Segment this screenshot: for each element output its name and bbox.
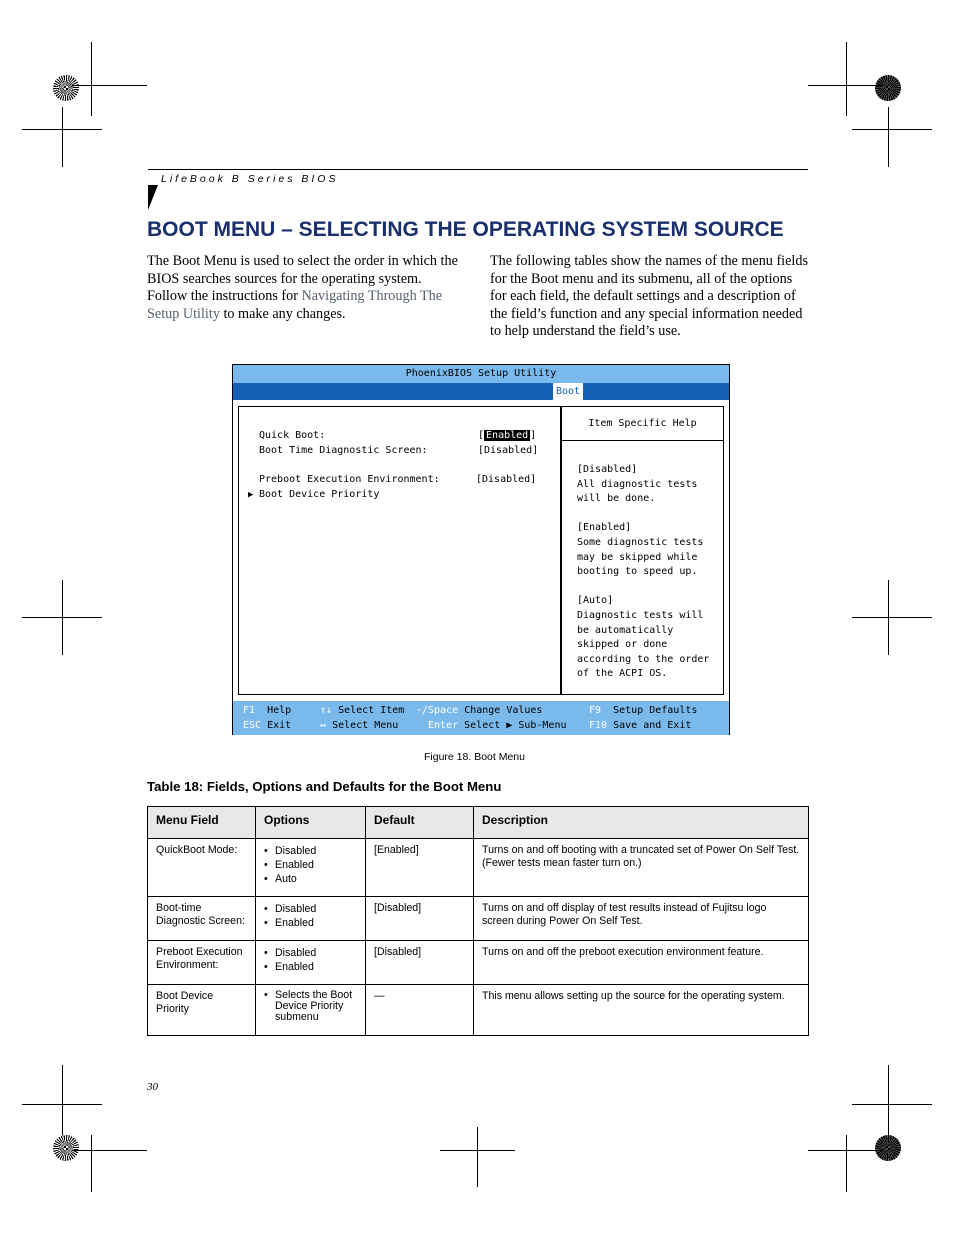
table-row xyxy=(148,941,809,985)
crop-mark xyxy=(62,1065,63,1140)
page-number: 30 xyxy=(147,1081,158,1093)
boot-device-priority-item[interactable]: Boot Device Priority xyxy=(259,489,380,500)
cell-options xyxy=(256,897,366,941)
bios-help-panel xyxy=(561,406,724,695)
crop-mark xyxy=(477,1127,478,1187)
option-item: • Disabled xyxy=(264,946,357,960)
crop-mark xyxy=(440,1150,515,1151)
registration-sunburst-icon xyxy=(53,1135,79,1161)
cell-field: QuickBoot Mode: xyxy=(148,839,256,897)
header-rule xyxy=(148,169,808,170)
running-header: LifeBook B Series BIOS xyxy=(161,173,339,185)
crop-mark xyxy=(91,42,92,116)
bios-fields-panel xyxy=(238,406,561,695)
quick-boot-label: Quick Boot: xyxy=(259,430,326,441)
crop-mark xyxy=(852,129,932,130)
bios-menu-bar xyxy=(233,383,729,400)
bios-screen xyxy=(232,364,730,735)
crop-mark xyxy=(888,1065,889,1140)
header-description: Description xyxy=(474,807,809,839)
tab-boot[interactable]: Boot xyxy=(553,383,583,400)
help-text: [Disabled] All diagnostic tests will be done. [Enabled] Some diagnostic tests may be skipped while booting to speed up. [Auto] Diagnostic tests will be automatically skipped or done according to the order of the ACPI OS. xyxy=(577,464,710,680)
footer-select-menu: ↔ Select Menu xyxy=(320,720,399,731)
crop-mark xyxy=(22,1104,102,1105)
crop-mark xyxy=(846,42,847,116)
intro-paragraph-1: The Boot Menu is used to select the order in which the BIOS searches sources for the operating system. Follow the instructions for Navigating Through The Setup Utility to make any changes. xyxy=(147,253,458,322)
cell-description: This menu allows setting up the source for the operating system. xyxy=(474,985,809,1036)
crop-mark xyxy=(808,1150,883,1151)
intro-paragraph-2: The following tables show the names of the menu fields for the Boot menu and its submenu, all of the options for each field, the default settings and a description of the field’s function and any special information needed to help understand the field’s use. xyxy=(490,253,808,339)
option-item: • Disabled xyxy=(264,902,357,916)
cell-default: [Disabled] xyxy=(366,897,474,941)
cell-description: Turns on and off booting with a truncated set of Power On Self Test. (Fewer tests mean faster turn on.) xyxy=(474,839,809,897)
footer-change-values: -/Space Change Values xyxy=(416,705,543,716)
cell-field: Boot-time Diagnostic Screen: xyxy=(148,897,256,941)
footer-save-exit: F10 Save and Exit xyxy=(589,720,692,731)
crop-mark xyxy=(62,107,63,167)
cell-description: Turns on and off the preboot execution environment feature. xyxy=(474,941,809,985)
footer-setup-defaults: F9 Setup Defaults xyxy=(589,705,698,716)
registration-sunburst-icon xyxy=(53,75,79,101)
boot-diag-value[interactable]: [Disabled] xyxy=(478,445,539,456)
footer-select-submenu: Enter Select ▶ Sub-Menu xyxy=(428,720,567,731)
page-title: BOOT MENU – SELECTING THE OPERATING SYSTEM SOURCE xyxy=(147,218,784,241)
figure-caption: Figure 18. Boot Menu xyxy=(424,751,525,763)
option-item: • Enabled xyxy=(264,916,357,930)
cell-options xyxy=(256,985,366,1036)
bios-footer xyxy=(233,701,729,735)
header-default: Default xyxy=(366,807,474,839)
crop-mark xyxy=(22,617,102,618)
option-item: • Disabled xyxy=(264,844,357,858)
option-item: • Enabled xyxy=(264,858,357,872)
cell-field: Boot Device Priority xyxy=(148,985,256,1036)
quick-boot-value[interactable]: [ Enabled ] xyxy=(478,430,537,441)
crop-mark xyxy=(888,107,889,167)
crop-mark xyxy=(852,1104,932,1105)
boot-diag-label: Boot Time Diagnostic Screen: xyxy=(259,445,428,456)
boot-menu-table xyxy=(147,806,809,1036)
footer-select-item: ↑↓ Select Item xyxy=(320,705,405,716)
crop-mark xyxy=(808,85,883,86)
cell-default: [Disabled] xyxy=(366,941,474,985)
cell-field: Preboot Execution Environment: xyxy=(148,941,256,985)
cell-default: — xyxy=(366,985,474,1036)
cell-description: Turns on and off display of test results instead of Fujitsu logo screen during Power On Self Test. xyxy=(474,897,809,941)
registration-sunburst-icon xyxy=(875,75,901,101)
option-item: • Auto xyxy=(264,872,357,886)
option-item: • Enabled xyxy=(264,960,357,974)
header-options: Options xyxy=(256,807,366,839)
header-tab-marker xyxy=(148,185,158,210)
pxe-label: Preboot Execution Environment: xyxy=(259,474,440,485)
crop-mark xyxy=(72,85,147,86)
bios-title-bar: PhoenixBIOS Setup Utility xyxy=(233,365,729,383)
cell-options xyxy=(256,839,366,897)
crop-mark xyxy=(72,1150,147,1151)
crop-mark xyxy=(846,1135,847,1192)
header-menu-field: Menu Field xyxy=(148,807,256,839)
table-row xyxy=(148,839,809,897)
submenu-arrow-icon: ▶ xyxy=(248,490,254,500)
table-row xyxy=(148,897,809,941)
pxe-value[interactable]: [Disabled] xyxy=(476,474,537,485)
footer-help: F1 Help xyxy=(243,705,292,716)
option-item: • Selects the Boot Device Priority submenu xyxy=(264,990,357,1023)
help-title: Item Specific Help xyxy=(562,407,723,441)
navigating-setup-link[interactable]: Navigating Through The Setup Utility xyxy=(147,288,443,322)
cell-default: [Enabled] xyxy=(366,839,474,897)
table-title: Table 18: Fields, Options and Defaults for the Boot Menu xyxy=(147,779,502,794)
crop-mark xyxy=(852,617,932,618)
table-row xyxy=(148,985,809,1036)
table-header-row xyxy=(148,807,809,839)
cell-options xyxy=(256,941,366,985)
footer-exit: ESC Exit xyxy=(243,720,292,731)
crop-mark xyxy=(22,129,102,130)
crop-mark xyxy=(91,1135,92,1192)
registration-sunburst-icon xyxy=(875,1135,901,1161)
